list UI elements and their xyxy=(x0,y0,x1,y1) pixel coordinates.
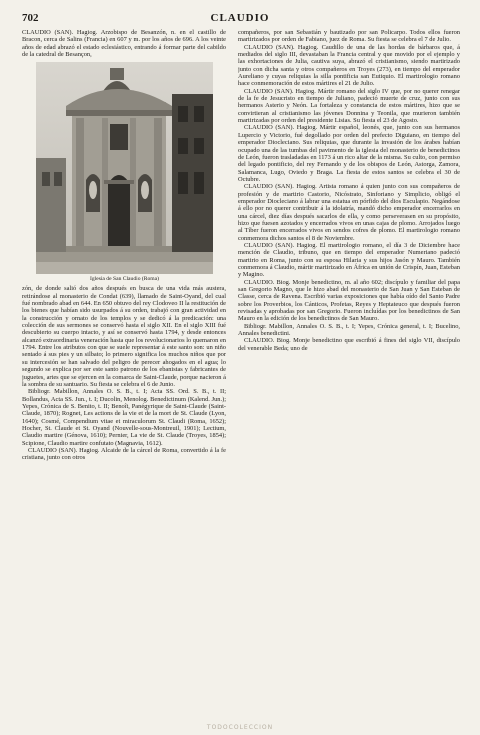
bibliography-claudio-monje: Bibliogr. Mabillon, Annales O. S. B., t. I; Yepes, Crónica general, t. I; Bucelino, Annales benedictini. xyxy=(238,322,460,338)
church-photo xyxy=(36,62,213,274)
entry-claudio-artista: CLAUDIO (SAN). Hagiog. Artista romano á quien junto con sus compañeros de profesión y de martirio Castorio, Nicóstrato, Sinforiano y Simplicio, obligó el emperador Diocleciano á labrar una estatua en pórfido del dios Esculapio. Negándose á ello por no querer contribuir á la idolatría, mandó dicho emperador encerrarlos en una cárcel, diez días después sacarlos de ella, y como perseverasen en su propósito, hizo que fuesen azotados y encerrados vivos en unas cajas de plomo. Arrojados luego al Tíber fueron encerrados vivos en sendos cofres de plomo. El martirologio romano conmemora dichos santos el 8 de Noviembre. xyxy=(238,183,460,242)
entry-claudio-martir-leones: CLAUDIO (SAN). Hagiog. Mártir español, leonés, que, junto con sus hermanos Lupercio y Victorio, fué degollado por orden del prefecto Diguiano, en tiempo del emperador Diocleciano. Sus reliquias, que durante la invasión de los árabes habían ocupado una de las tumbas del pavimento de la iglesia del monasterio de benedictinos de León, fueron trasladadas en 1173 á un rico altar de la misma. Su culto, con permiso del legado pontificio, del rey Fernando y de los obispos de León, Astorga, Zamora, Salamanca, Lugo, Oviedo y Braga. La fiesta de estos santos se celebra el 30 de Octubre. xyxy=(238,124,460,183)
figure-church xyxy=(36,62,213,282)
watermark: TODOCOLECCION xyxy=(206,724,274,731)
figure-caption: Iglesia de San Claudio (Roma) xyxy=(90,276,159,283)
bibliography-claudio-besancon: Bibliogr. Mabillon, Annales O. S. B., t. I; Acta SS. Ord. S. B., t. II; Bollandus, Acta SS. Jun., t. I; Ducolin, Menolog. Benedictinum (Kalend. Jun.); Yepes, Crónica de S. Benito, t. II; Benoît, Panégyrique de Saint-Claude (Saint-Claude, 1870); Rognet, Les actions de la vie et de la mort de St. Claude (Lyon, 1640); Cosmé, Compendium vitae et miraculorum St. Claudi (Roma, 1652); Hocher, St. Claude et St. Oyand (Nouvelle-sous-Montreuil, 1901); Lectium, Claudio martire (Génova, 1610); Pernier, La vie de St. Claude (Troyes, 1854); Scipione, Claudio martire confutato (Magnavia, 1612). xyxy=(22,388,226,447)
left-column xyxy=(22,29,226,723)
entry-claudio-besancon-start: CLAUDIO (SAN). Hagiog. Arzobispo de Besanzón, n. en el castillo de Bracon, cerca de Salins (Francia) en 607 y m. por los años de 696. A los veinte años de edad abrazó el estado eclesiástico, entrando á formar parte del cabildo de la catedral de Besançon, xyxy=(22,29,226,59)
entry-claudio-besancon-body: zón, de donde salió dos años después en busca de una vida más austera, retirándose al monasterio de Condat (639), llamado de Saint-Oyand, del cual fué nombrado abad en 644. En 650 obtuvo del rey Clodoveo II la restitución de los bienes que habían sido usurpados á su orden, trabajó con gran actividad en la construcción y ornato de los templos y se dedicó á la predicación: una colección de sus sermones se conservó hasta el siglo XII. En el siglo XIII fué descubierto su cuerpo intacto, y así se conservó hasta 1794, y desde entonces alcanzó extraordinaria veneración hasta que los revolucionarios lo quemaron en 1794. Entre los atributos con que se suele representar á este santo son: un niño sentado á sus pies y un silbato; lo primero significa los muchos niños que por su intercesión se han salvado del peligro de perecer ahogados en el agua; lo segundo se explica por ser este santo patrono de los ebanistas y fabricantes de juguetes, artes que se ejercen en la comarca de Saint-Claude, porque nacieron á la sombra de su santuario. Su fiesta se celebra el 6 de Junio. xyxy=(22,285,226,388)
entry-claudio-monje-602: CLAUDIO. Biog. Monje benedictino, m. al año 602; discípulo y familiar del papa san Gregorio Magno, que le hizo abad del monasterio de San Juan y San Esteban de Classe, cerca de Ravena. Escribió varias exposiciones que había oído del Santo Padre sobre los Proverbios, los Cánticos, Profetas, Reyes y Heptateuco que después fueron revisadas y aprobadas por san Gregorio. Fueron incluídas por los benedictinos de San Mauro en la edición de los benedictinos de San Mauro. xyxy=(238,278,460,323)
entry-claudio-caudillo: CLAUDIO (SAN). Hagiog. Caudillo de una de las hordas de bárbaros que, á mediados del siglo III, devastaban la Francia central y que movido por el ejemplo y las exhortaciones de Julia, cautiva suya, abrazó el cristianismo, siendo martirizado junto con dicha santa y otros compañeros en Troyes (273), en tiempo del emperador Aureliano y cuyas reliquias la silla pontificia san Eutiquio. El martirologio romano hace conmemoración de estos mártires el 21 de Julio. xyxy=(238,43,460,88)
running-head: CLAUDIO xyxy=(210,12,270,24)
entry-claudio-alcaide: CLAUDIO (SAN). Hagiog. Alcaide de la cárcel de Roma, convertido á la fe cristiana, junto con otros xyxy=(22,446,226,462)
entry-claudio-monje-beda: CLAUDIO. Biog. Monje benedictino que escribió á fines del siglo VII, discípulo del venerable Beda; uno de xyxy=(238,337,460,352)
entry-alcaide-continuation: compañeros, por san Sebastián y bautizado por san Policarpo. Todos ellos fueron martirizados por orden de Fabiano, juez de Roma. Su fiesta se celebra el 7 de Julio. xyxy=(238,29,460,44)
page-header xyxy=(22,12,458,26)
right-column xyxy=(238,29,460,723)
page-number: 702 xyxy=(22,12,39,24)
entry-claudio-tribuno: CLAUDIO (SAN). Hagiog. El martirologio romano, el día 3 de Diciembre hace mención de Claudio, tribuno, que en tiempo del emperador Numeriano padeció martirio en Roma, junto con su esposa Hilaria y sus hijos Jasón y Mauro. También conmemora á Claudio, mártir martirizado en África en unión de Crispín, Juan, Esteban y Magino. xyxy=(238,241,460,279)
entry-claudio-martir-romano: CLAUDIO (SAN). Hagiog. Mártir romano del siglo IV que, por no querer renegar de la fe de Jesucristo en tiempo de Juliano, padeció muerte de cruz, junto con sus hermanos Asterio y Neón. La fortaleza y constancia de estos mártires, hizo que se convirtieran al cristianismo las jóvenes Donnina y Teonila, que murieron también martirizadas por orden del presidente Lisias. Su fiesta el 23 de Agosto. xyxy=(238,87,460,125)
